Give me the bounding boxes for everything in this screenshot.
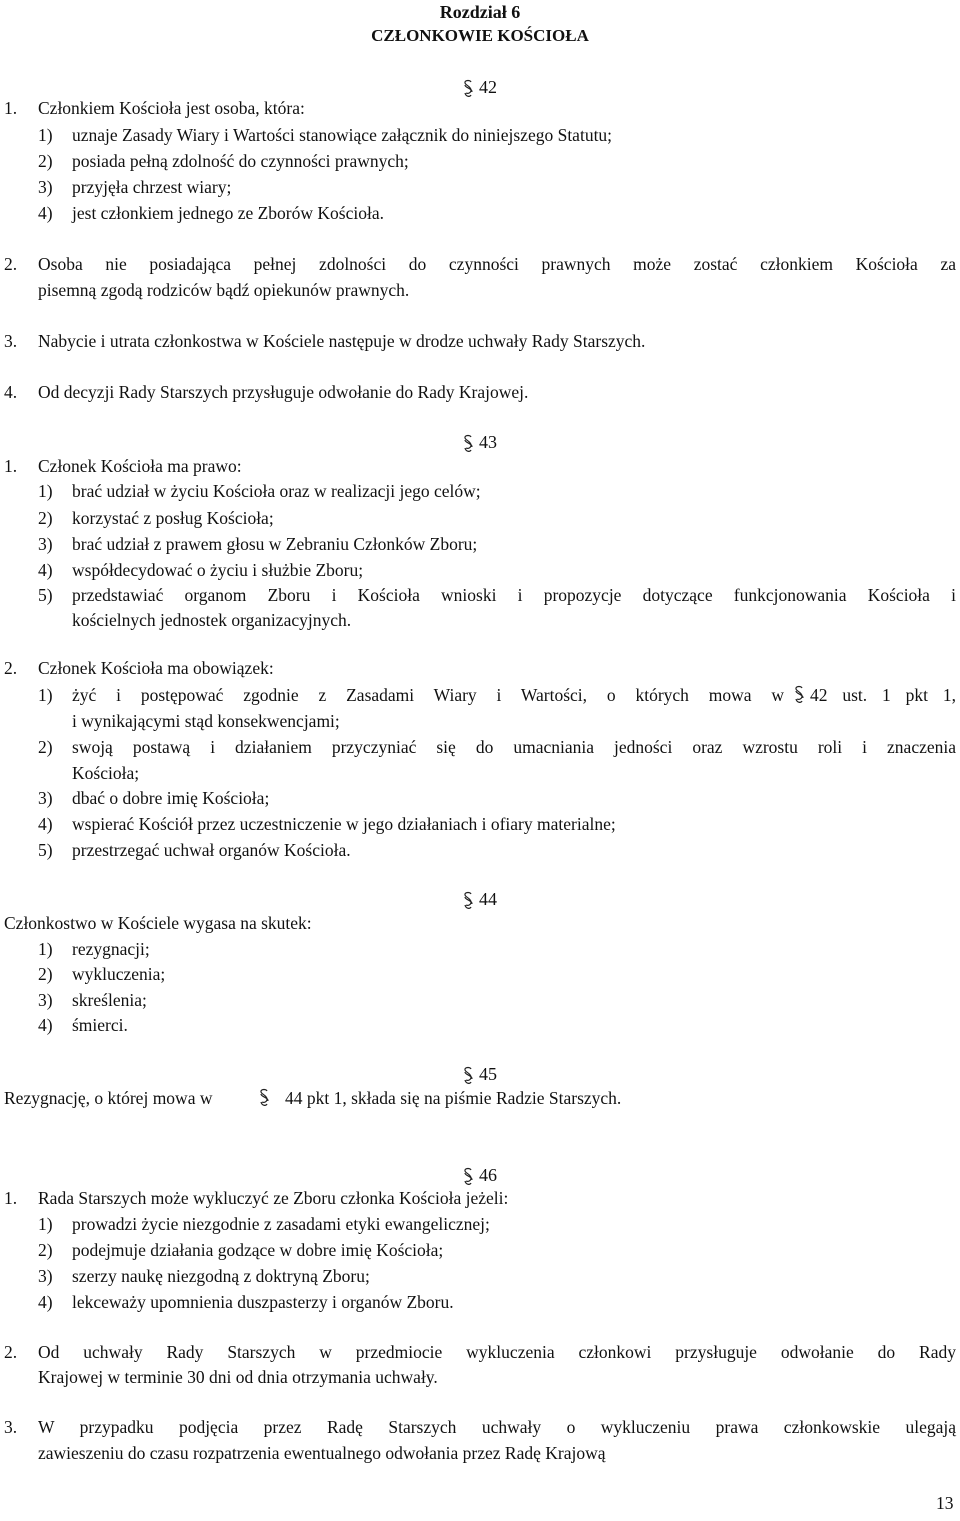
section-sign-icon [462,79,474,99]
paragraph-text: 44 pkt 1, składa się na piśmie Radzie Starszych. [285,1088,622,1108]
list-item-text: wspierać Kościół przez uczestniczenie w jego działaniach i ofiary materialne; [72,814,616,834]
section-sign-icon [462,1167,474,1187]
paragraph-number: 3. [4,1417,18,1437]
paragraph-number: 4. [4,382,18,402]
list-item-number: 2) [38,508,53,528]
list-item-text: jest członkiem jednego ze Zborów Kościoła. [72,203,384,223]
list-item-text: posiada pełną zdolność do czynności prawnych; [72,151,409,171]
section-reference: 42 ust. 1 pkt 1, [810,685,956,705]
list-item-number: 1) [38,1214,53,1234]
list-item-text: rezygnacji; [72,939,150,959]
paragraph-text: W przypadku podjęcia przez Radę Starszych uchwały o wykluczeniu prawa członkowskie ulegają [38,1417,956,1437]
list-item-text: śmierci. [72,1015,128,1035]
list-item-number: 5) [38,585,53,605]
list-item-text: przyjęła chrzest wiary; [72,177,232,197]
list-item-number: 2) [38,964,53,984]
paragraph-number: 1. [4,98,18,118]
section-number: 45 [479,1064,497,1084]
list-item-number: 4) [38,814,53,834]
paragraph-number: 1. [4,1188,18,1208]
paragraph-number: 1. [4,456,18,476]
list-item-text: przestrzegać uchwał organów Kościoła. [72,840,351,860]
paragraph-text: Rezygnację, o której mowa w [4,1088,213,1108]
paragraph-text: Członek Kościoła ma prawo: [38,456,242,476]
list-item-number: 1) [38,125,53,145]
section-sign-icon [793,685,805,709]
list-item-text: brać udział w życiu Kościoła oraz w realizacji jego celów; [72,481,481,501]
paragraph-text: Członek Kościoła ma obowiązek: [38,658,274,678]
list-item-text: i wynikającymi stąd konsekwencjami; [72,711,340,731]
section-number: 43 [479,432,497,452]
section-sign-icon [462,434,474,454]
list-item-text: żyć i postępować zgodnie z Zasadami Wiary i Wartości, o których mowa w [72,685,784,705]
section-number: 44 [479,889,497,909]
list-item-number: 1) [38,939,53,959]
list-item-text: kościelnych jednostek organizacyjnych. [72,610,352,630]
chapter-subtitle: CZŁONKOWIE KOŚCIOŁA [371,26,589,45]
list-item-number: 4) [38,203,53,223]
list-item-text: brać udział z prawem głosu w Zebraniu Członków Zboru; [72,534,478,554]
list-item-number: 3) [38,177,53,197]
list-item-number: 2) [38,1240,53,1260]
section-sign-icon [258,1088,270,1112]
paragraph-number: 2. [4,254,18,274]
paragraph-text: Od uchwały Rady Starszych w przedmiocie wykluczenia członkowi przysługuje odwołanie do Rady [38,1342,956,1362]
list-item-text: podejmuje działania godzące w dobre imię Kościoła; [72,1240,444,1260]
list-item-number: 3) [38,1266,53,1286]
list-item-text: korzystać z posług Kościoła; [72,508,274,528]
page-number: 13 [936,1493,954,1513]
list-item-text: dbać o dobre imię Kościoła; [72,788,270,808]
list-item-number: 1) [38,481,53,501]
list-item-text: wykluczenia; [72,964,166,984]
list-item-text: swoją postawą i działaniem przyczyniać się do umacniania jedności oraz wzrostu roli i znaczenia [72,737,956,757]
paragraph-text: Członkostwo w Kościele wygasa na skutek: [4,913,312,933]
list-item-text: współdecydować o życiu i służbie Zboru; [72,560,364,580]
chapter-title: Rozdział 6 [439,2,521,22]
paragraph-text: Rada Starszych może wykluczyć ze Zboru członka Kościoła jeżeli: [38,1188,509,1208]
paragraph-text: Osoba nie posiadająca pełnej zdolności do czynności prawnych może zostać członkiem Kościoła za [38,254,956,274]
paragraph-text: Krajowej w terminie 30 dni od dnia otrzymania uchwały. [38,1367,438,1387]
list-item-text: szerzy naukę niezgodną z doktryną Zboru; [72,1266,370,1286]
section-sign-icon [462,1066,474,1086]
list-item-number: 2) [38,151,53,171]
list-item-number: 3) [38,990,53,1010]
list-item-number: 4) [38,1292,53,1312]
paragraph-number: 3. [4,331,18,351]
paragraph-text: Nabycie i utrata członkostwa w Kościele następuje w drodze uchwały Rady Starszych. [38,331,646,351]
paragraph-text: zawieszeniu do czasu rozpatrzenia ewentualnego odwołania przez Radę Krajową [38,1443,606,1463]
list-item-number: 4) [38,1015,53,1035]
paragraph-text: pisemną zgodą rodziców bądź opiekunów prawnych. [38,280,410,300]
list-item-text: prowadzi życie niezgodnie z zasadami etyki ewangelicznej; [72,1214,490,1234]
paragraph-number: 2. [4,658,18,678]
paragraph-number: 2. [4,1342,18,1362]
list-item-text: przedstawiać organom Zboru i Kościoła wnioski i propozycje dotyczące funkcjonowania Kościoła i [72,585,956,605]
list-item-number: 1) [38,685,53,705]
list-item-number: 5) [38,840,53,860]
section-sign-icon [462,891,474,911]
paragraph-text: Członkiem Kościoła jest osoba, która: [38,98,305,118]
list-item-text: Kościoła; [72,763,140,783]
list-item-number: 3) [38,534,53,554]
list-item-text: lekceważy upomnienia duszpasterzy i organów Zboru. [72,1292,454,1312]
list-item-number: 2) [38,737,53,757]
section-number: 46 [479,1165,497,1185]
paragraph-text: Od decyzji Rady Starszych przysługuje odwołanie do Rady Krajowej. [38,382,529,402]
list-item-number: 3) [38,788,53,808]
section-number: 42 [479,77,497,97]
list-item-number: 4) [38,560,53,580]
list-item-text: skreślenia; [72,990,147,1010]
list-item-text: uznaje Zasady Wiary i Wartości stanowiące załącznik do niniejszego Statutu; [72,125,613,145]
